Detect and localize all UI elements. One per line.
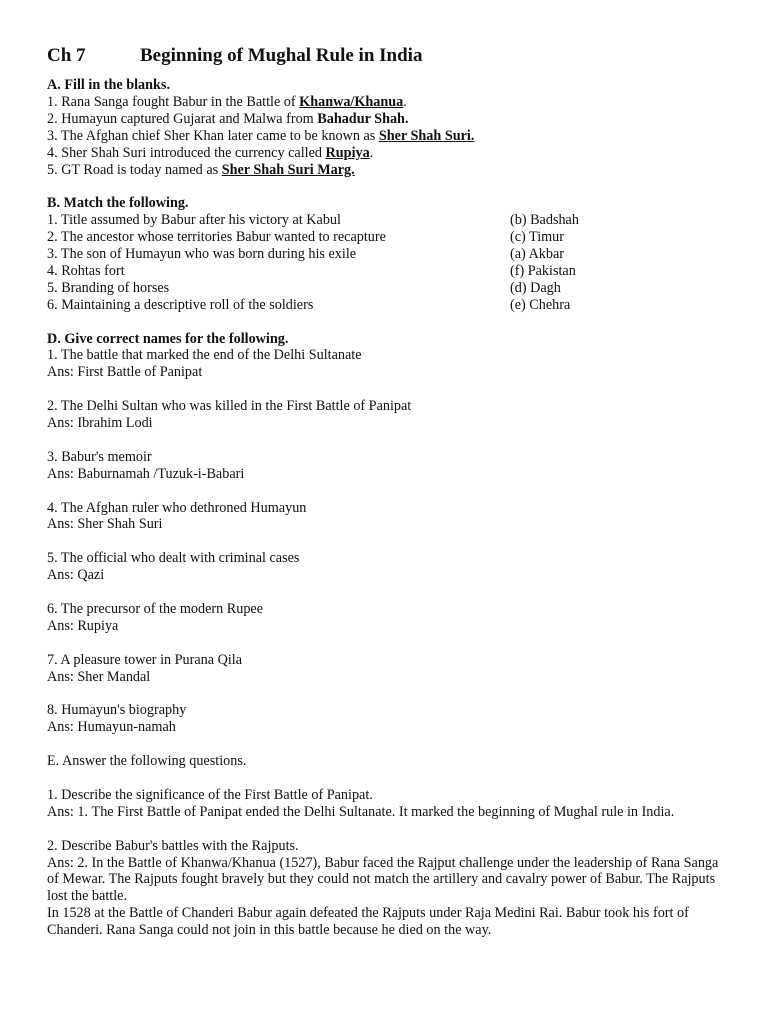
fill-blank-question: 2. Humayun captured Gujarat and Malwa from [47, 110, 318, 127]
section-a-heading: A. Fill in the blanks. [47, 77, 170, 93]
section-d [47, 331, 727, 737]
fill-blank-item [47, 111, 727, 128]
spacer [47, 533, 727, 550]
chapter-number: Ch 7 [47, 45, 86, 66]
section-b [47, 195, 727, 313]
name-question: 4. The Afghan ruler who dethroned Humayun [47, 499, 307, 516]
spacer [47, 821, 727, 838]
name-question: 2. The Delhi Sultan who was killed in the First Battle of Panipat [47, 398, 412, 415]
name-question: 7. A pleasure tower in Purana Qila [47, 651, 243, 668]
spacer [47, 686, 727, 703]
fill-blank-question: 5. GT Road is today named as [47, 161, 222, 178]
name-answer: Ans: Sher Mandal [47, 668, 151, 685]
fill-blank-punct: . [403, 93, 407, 110]
name-question: 1. The battle that marked the end of the Delhi Sultanate [47, 347, 362, 364]
fill-blank-answer: Rupiya [325, 144, 370, 161]
fill-blank-answer: Sher Shah Suri Marg. [221, 161, 355, 178]
fill-blank-answer: Khanwa/Khanua [299, 93, 404, 110]
section-d-heading: D. Give correct names for the following. [47, 330, 289, 347]
spacer [47, 314, 727, 331]
match-left: 6. Maintaining a descriptive roll of the soldiers [47, 296, 314, 313]
fill-blank-question: 4. Sher Shah Suri introduced the currency called [47, 144, 326, 161]
spacer [47, 483, 727, 500]
long-answer-continued: In 1528 at the Battle of Chanderi Babur again defeated the Rajputs under Raja Medini Rai. Babur took his fort of Chanderi. Rana Sanga could not join in this battle because he died on the way. [47, 905, 689, 939]
long-answer: Ans: 2. In the Battle of Khanwa/Khanua (1527), Babur faced the Rajput challenge under the leadership of Rana Sanga of Mewar. The Rajputs fought bravely but they could not match the artillery and cavalry power of Babur. The Rajputs lost the battle. [47, 854, 719, 905]
match-left: 3. The son of Humayun who was born during his exile [47, 246, 357, 263]
document-page [47, 43, 727, 939]
match-right: (c) Timur [510, 229, 564, 246]
name-question: 6. The precursor of the modern Rupee [47, 600, 264, 617]
name-answer: Ans: Ibrahim Lodi [47, 415, 153, 432]
long-question: 1. Describe the significance of the First Battle of Panipat. [47, 786, 373, 803]
name-answer: Ans: Baburnamah /Tuzuk-i-Babari [47, 465, 245, 482]
spacer [47, 432, 727, 449]
match-right: (d) Dagh [510, 279, 561, 296]
fill-blank-item [47, 162, 727, 179]
long-question: 2. Describe Babur's battles with the Rajputs. [47, 837, 299, 854]
name-answer: Ans: Rupiya [47, 617, 119, 634]
spacer [47, 770, 727, 787]
match-left: 1. Title assumed by Babur after his victory at Kabul [47, 212, 341, 229]
long-answer: Ans: 1. The First Battle of Panipat ended the Delhi Sultanate. It marked the beginning of Mughal rule in India. [47, 803, 675, 820]
spacer [47, 584, 727, 601]
fill-blank-item [47, 94, 727, 111]
fill-blank-answer: Bahadur Shah. [317, 110, 409, 127]
fill-blank-question: 3. The Afghan chief Sher Khan later came to be known as [47, 127, 379, 144]
match-row [47, 297, 727, 314]
match-row [47, 229, 727, 246]
section-e [47, 753, 727, 939]
match-right: (a) Akbar [510, 246, 564, 263]
spacer [47, 736, 727, 753]
fill-blank-item [47, 145, 727, 162]
section-a [47, 77, 727, 178]
match-row [47, 246, 727, 263]
match-right: (b) Badshah [510, 212, 579, 229]
section-b-heading: B. Match the following. [47, 195, 189, 212]
spacer [47, 178, 727, 195]
name-question: 5. The official who dealt with criminal cases [47, 550, 300, 567]
fill-blank-answer: Sher Shah Suri. [378, 127, 475, 144]
name-question: 3. Babur's memoir [47, 448, 152, 465]
spacer [47, 381, 727, 398]
fill-blank-question: 1. Rana Sanga fought Babur in the Battle of [47, 93, 300, 110]
page-title [47, 43, 727, 69]
chapter-title: Beginning of Mughal Rule in India [140, 45, 423, 66]
match-row [47, 263, 727, 280]
match-left: 5. Branding of horses [47, 279, 170, 296]
name-answer: Ans: Humayun-namah [47, 719, 176, 736]
match-right: (f) Pakistan [510, 262, 576, 279]
name-question: 8. Humayun's biography [47, 702, 187, 719]
name-answer: Ans: First Battle of Panipat [47, 364, 203, 381]
match-left: 4. Rohtas fort [47, 262, 125, 279]
match-row [47, 212, 727, 229]
name-answer: Ans: Qazi [47, 567, 105, 584]
match-left: 2. The ancestor whose territories Babur wanted to recapture [47, 229, 386, 246]
section-e-heading: E. Answer the following questions. [47, 753, 247, 770]
name-answer: Ans: Sher Shah Suri [47, 516, 163, 533]
match-row [47, 280, 727, 297]
spacer [47, 635, 727, 652]
fill-blank-punct: . [369, 144, 374, 161]
match-right: (e) Chehra [510, 296, 571, 313]
fill-blank-item [47, 128, 727, 145]
